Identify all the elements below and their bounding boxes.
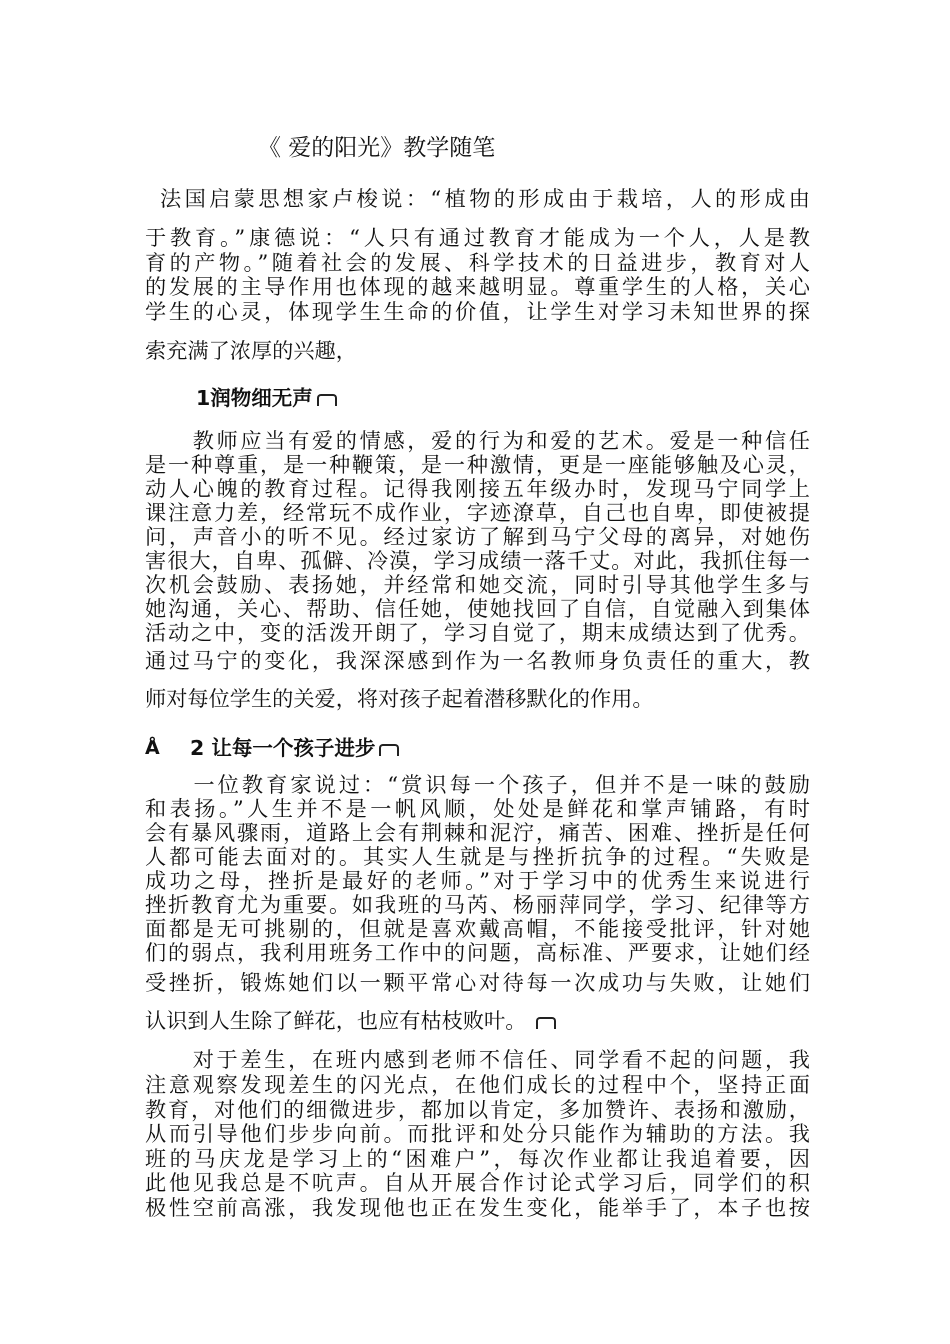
section1-line: 是一种尊重，是一种鞭策，是一种激情，更是一座能够触及心灵， (145, 452, 810, 477)
section2-line: 人都可能去面对的。其实人生就是与挫折抗争的过程。“失败是 (145, 844, 810, 869)
stray-marker: Å (145, 737, 160, 759)
section2-para2-line: 班的马庆龙是学习上的“困难户”，每次作业都让我追着要，因 (145, 1146, 810, 1171)
paragraph-mark-icon (536, 1017, 556, 1029)
section1-line: 师对每位学生的关爱，将对孩子起着潜移默化的作用。 (145, 686, 654, 711)
section1-line: 教师应当有爱的情感，爱的行为和爱的艺术。爱是一种信任 (145, 428, 810, 453)
intro-line: 于教育。”康德说：“人只有通过教育才能成为一个人，人是教 (145, 225, 810, 250)
section2-line: 受挫折，锻炼她们以一颗平常心对待每一次成功与失败，让她们 (145, 970, 810, 995)
section2-para2-line: 教育，对他们的细微进步，都加以肯定，多加赞许、表扬和激励， (145, 1097, 810, 1122)
section1-line: 她沟通，关心、帮助、信任她，使她找回了自信，自觉融入到集体 (145, 596, 810, 621)
intro-line: 的发展的主导作用也体现的越来越明显。尊重学生的人格，关心 (145, 274, 810, 299)
section2-para2-line: 此他见我总是不吭声。自从开展合作讨论式学习后，同学们的积 (145, 1170, 810, 1195)
intro-line: 育的产物。”随着社会的发展、科学技术的日益进步，教育对人 (145, 250, 810, 275)
section1-line: 课注意力差，经常玩不成作业，字迹潦草，自己也自卑，即使被提 (145, 500, 810, 525)
section2-para2-line: 从而引导他们步步向前。而批评和处分只能作为辅助的方法。我 (145, 1121, 810, 1146)
section1-line: 通过马宁的变化，我深深感到作为一名教师身负责任的重大，教 (145, 648, 810, 673)
section2-heading-text: 2 让每一个孩子进步 (190, 736, 376, 760)
section2-para2-line: 注意观察发现差生的闪光点，在他们成长的过程中个，坚持正面 (145, 1072, 810, 1097)
section2-para2-line: 极性空前高涨，我发现他也正在发生变化，能举手了，本子也按 (145, 1195, 810, 1220)
section2-heading (190, 735, 399, 761)
section2-line-last (145, 1008, 810, 1034)
intro-line: 法国启蒙思想家卢梭说：“植物的形成由于栽培，人的形成由 (160, 186, 810, 211)
paragraph-mark-icon (379, 744, 399, 756)
intro-line: 索充满了浓厚的兴趣， (145, 338, 357, 363)
section1-line: 动人心魄的教育过程。记得我刚接五年级办时，发现马宁同学上 (145, 476, 810, 501)
section2-line: 挫折教育尤为重要。如我班的马芮、杨丽萍同学，学习、纪律等方 (145, 892, 810, 917)
section1-heading (196, 385, 337, 411)
section1-heading-text: 1润物细无声 (196, 386, 313, 410)
section1-line: 次机会鼓励、表扬她，并经常和她交流，同时引导其他学生多与 (145, 572, 810, 597)
section2-line: 和表扬。”人生并不是一帆风顺，处处是鲜花和掌声铺路，有时 (145, 796, 810, 821)
section2-line: 们的弱点，我利用班务工作中的问题，高标准、严要求，让她们经 (145, 940, 810, 965)
section2-line: 面都是无可挑剔的，但就是喜欢戴高帽，不能接受批评，针对她 (145, 916, 810, 941)
section2-line-text: 认识到人生除了鲜花，也应有枯枝败叶。 (145, 1008, 527, 1033)
section1-line: 活动之中，变的活泼开朗了，学习自觉了，期末成绩达到了优秀。 (145, 620, 810, 645)
section2-line: 一位教育家说过：“赏识每一个孩子，但并不是一味的鼓励 (145, 772, 810, 797)
section2-line: 成功之母，挫折是最好的老师。”对于学习中的优秀生来说进行 (145, 868, 810, 893)
intro-line: 学生的心灵，体现学生生命的价值，让学生对学习未知世界的探 (145, 299, 810, 324)
section2-para2-line: 对于差生，在班内感到老师不信任、同学看不起的问题，我 (145, 1047, 810, 1072)
section1-line: 问，声音小的听不见。经过家访了解到马宁父母的离异，对她伤 (145, 524, 810, 549)
section2-line: 会有暴风骤雨，道路上会有荆棘和泥泞，痛苦、困难、挫折是任何 (145, 820, 810, 845)
section1-line: 害很大，自卑、孤僻、冷漠，学习成绩一落千丈。对此，我抓住每一 (145, 548, 810, 573)
document-title: 《 爱的阳光》教学随笔 (258, 135, 496, 161)
paragraph-mark-icon (317, 394, 337, 406)
